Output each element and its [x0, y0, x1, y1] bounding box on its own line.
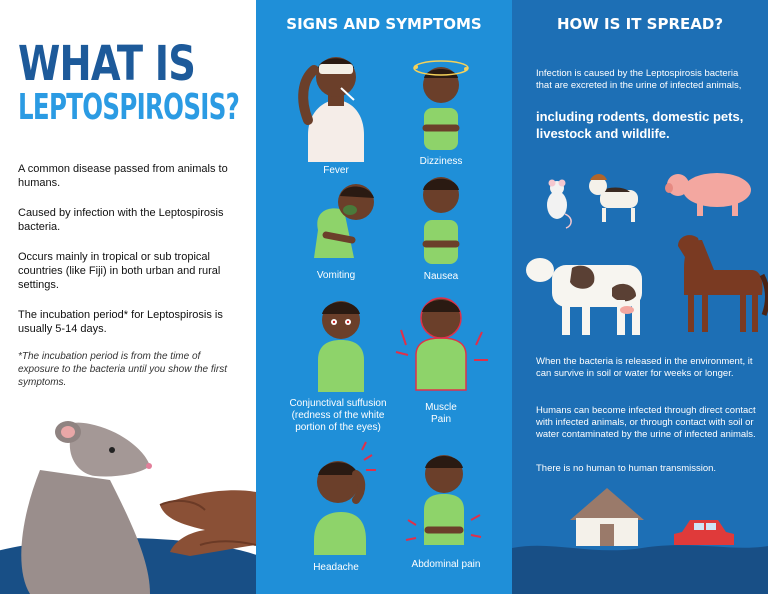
symptom-muscle-pain: Muscle Pain: [425, 402, 457, 425]
how-spread-heading: HOW IS IT SPREAD?: [556, 15, 724, 33]
symptom-fever: Fever: [323, 165, 349, 176]
title-what-is: WHAT IS: [18, 36, 196, 92]
nausea-figure: [423, 177, 459, 264]
spread-no-human-transmission: There is no human to human transmission.: [536, 463, 717, 474]
how-spread-panel: [512, 0, 768, 594]
symptom-dizziness: Dizziness: [419, 156, 463, 167]
spread-environment: When the bacteria is released in the environment, it can survive in soil or water for weeks or longer.: [536, 356, 753, 379]
title-leptospirosis: LEPTOSPIROSIS?: [18, 87, 240, 128]
flood-illustration: [512, 0, 768, 594]
headache-figure: [314, 442, 376, 555]
abdominal-pain-figure: [406, 455, 481, 545]
signs-symptoms-heading: SIGNS AND SYMPTOMS: [286, 15, 482, 33]
symptom-nausea: Nausea: [423, 271, 459, 282]
spread-highlight: including rodents, domestic pets, livestock and wildlife.: [536, 109, 744, 141]
fact-3: Occurs mainly in tropical or sub tropical countries (like Fiji) in both urban and rural settings.: [18, 251, 221, 291]
what-is-panel: [0, 0, 256, 594]
fact-1: A common disease passed from animals to humans.: [18, 163, 228, 189]
flood-water: [512, 545, 768, 594]
symptom-abdominal-pain: Abdominal pain: [411, 559, 481, 570]
spread-intro: Infection is caused by the Leptospirosis bacteria that are excreted in the urine of infected animals,: [536, 68, 742, 91]
dizziness-figure: [414, 61, 468, 150]
rat-and-hand-illustration: [0, 0, 256, 594]
house-roof: [570, 488, 644, 520]
muscle-pain-figure: [396, 298, 488, 390]
fact-2: Caused by infection with the Leptospirosis bacteria.: [18, 207, 224, 233]
fever-figure: [303, 57, 364, 162]
incubation-footnote: *The incubation period is from the time of exposure to the bacteria until you show the first symptoms.: [18, 351, 228, 388]
signs-symptoms-panel: [256, 0, 512, 594]
symptom-vomiting: Vomiting: [316, 270, 356, 281]
symptom-headache: Headache: [313, 562, 359, 573]
rat-body: [21, 470, 150, 594]
symptom-figures: [256, 0, 512, 594]
conjunctival-figure: [318, 301, 364, 392]
symptom-conjunctival-suffusion: Conjunctival suffusion (redness of the white portion of the eyes): [289, 398, 387, 433]
fact-4: The incubation period* for Leptospirosis is usually 5-14 days.: [18, 309, 223, 335]
spread-contact: Humans can become infected through direct contact with infected animals, or through contact with soil or water contaminated by the urine of infected animals.: [536, 405, 756, 440]
vomiting-figure: [314, 184, 374, 258]
